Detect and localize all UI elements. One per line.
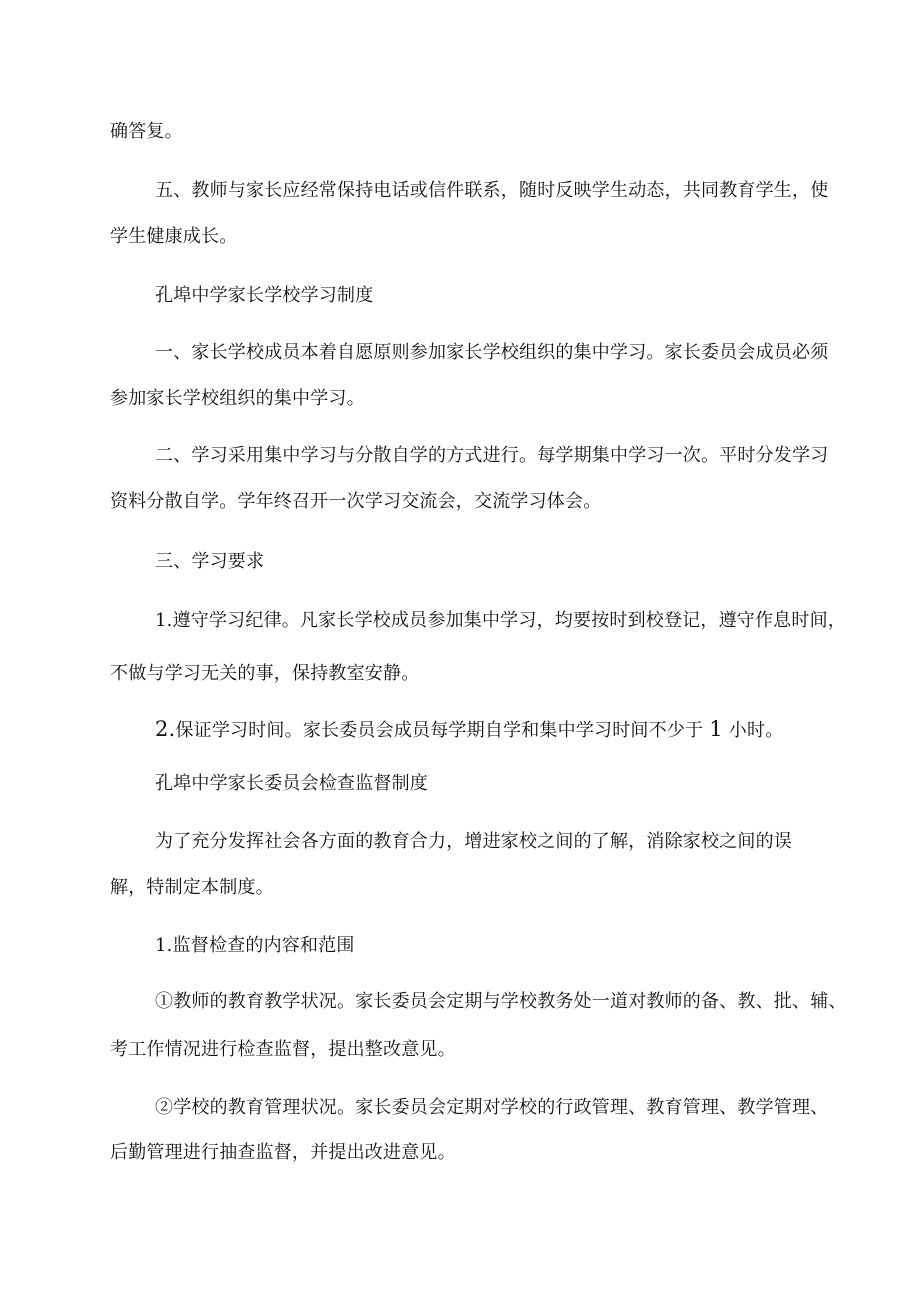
paragraph-line: 学生健康成长。	[110, 226, 238, 247]
section-heading: 孔埠中学家长学校学习制度	[155, 285, 374, 306]
section-heading: 1.监督检查的内容和范围	[155, 935, 355, 956]
list-number: 2.	[155, 717, 176, 741]
line-text: 保证学习时间。家长委员会成员每学期自学和集中学习时间不少于	[175, 720, 704, 741]
paragraph-line: 1.遵守学习纪律。凡家长学校成员参加集中学习，均要按时到校登记，遵守作息时间，	[155, 610, 846, 631]
paragraph-line: 解，特制定本制度。	[110, 877, 274, 898]
paragraph-line: 不做与学习无关的事，保持教室安静。	[110, 663, 420, 684]
paragraph-line: 一、家长学校成员本着自愿原则参加家长学校组织的集中学习。家长委员会成员必须	[155, 342, 829, 363]
paragraph-line	[155, 717, 783, 743]
hour-count: 1	[709, 717, 723, 741]
paragraph-line: 五、教师与家长应经常保持电话或信件联系，随时反映学生动态，共同教育学生，使	[155, 180, 829, 201]
paragraph-line: 确答复。	[110, 121, 183, 142]
paragraph-line: 为了充分发挥社会各方面的教育合力，增进家校之间的了解，消除家校之间的误	[155, 831, 792, 852]
paragraph-line: 后勤管理进行抽查监督，并提出改进意见。	[110, 1142, 456, 1163]
paragraph-line: 资料分散自学。学年终召开一次学习交流会，交流学习体会。	[110, 491, 602, 512]
paragraph-line: 二、学习采用集中学习与分散自学的方式进行。每学期集中学习一次。平时分发学习	[155, 445, 829, 466]
paragraph-line: ②学校的教育管理状况。家长委员会定期对学校的行政管理、教育管理、教学管理、	[155, 1097, 829, 1118]
section-heading: 三、学习要求	[155, 551, 265, 572]
line-suffix: 小时。	[728, 720, 784, 741]
section-heading: 孔埠中学家长委员会检查监督制度	[155, 773, 428, 794]
paragraph-line: 参加家长学校组织的集中学习。	[110, 388, 365, 409]
paragraph-line: 考工作情况进行检查监督，提出整改意见。	[110, 1039, 456, 1060]
paragraph-line: ①教师的教育教学状况。家长委员会定期与学校教务处一道对教师的备、教、批、辅、	[155, 991, 847, 1012]
